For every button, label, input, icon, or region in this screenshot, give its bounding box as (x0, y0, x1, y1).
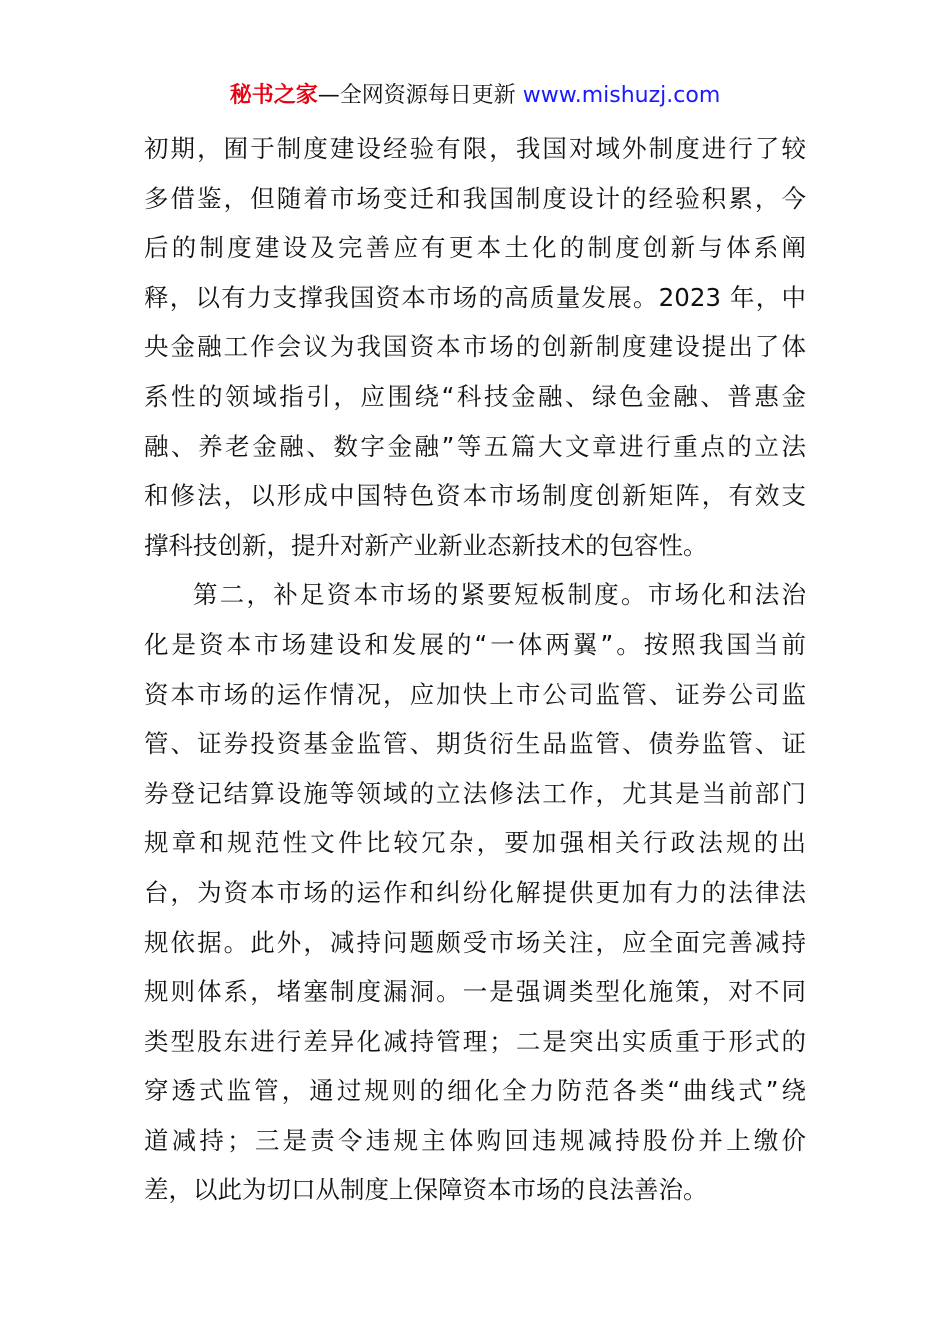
site-url[interactable]: www.mishuzj.com (522, 83, 721, 108)
text-line: 多借鉴，但随着市场变迁和我国制度设计的经验积累，今 (144, 183, 806, 213)
document-body (144, 124, 806, 1215)
text-line: 管、证券投资基金监管、期货衍生品监管、债券监管、证 (144, 729, 806, 759)
text-line: 释，以有力支撑我国资本市场的高质量发展。2023 年，中 (144, 282, 806, 312)
text-line: 初期，囿于制度建设经验有限，我国对域外制度进行了较 (144, 134, 806, 163)
text-line: 台，为资本市场的运作和纠纷化解提供更加有力的法律法 (144, 877, 806, 907)
page-header (0, 80, 950, 112)
text-line: 系性的领域指引，应围绕“科技金融、绿色金融、普惠金 (144, 381, 806, 411)
text-line: 规依据。此外，减持问题颇受市场关注，应全面完善减持 (144, 927, 806, 957)
text-line: 道减持；三是责令违规主体购回违规减持股份并上缴价 (144, 1125, 806, 1155)
text-line: 穿透式监管，通过规则的细化全力防范各类“曲线式”绕 (144, 1076, 806, 1106)
text-line: 资本市场的运作情况，应加快上市公司监管、证券公司监 (144, 679, 806, 709)
text-line: 规则体系，堵塞制度漏洞。一是强调类型化施策，对不同 (144, 977, 806, 1007)
text-line: 差，以此为切口从制度上保障资本市场的良法善治。 (144, 1175, 708, 1205)
text-line: 化是资本市场建设和发展的“一体两翼”。按照我国当前 (144, 629, 806, 659)
text-line: 规章和规范性文件比较冗杂，要加强相关行政法规的出 (144, 828, 806, 858)
brand-name: 秘书之家 (229, 83, 318, 108)
text-line: 后的制度建设及完善应有更本土化的制度创新与体系阐 (144, 233, 806, 263)
paragraph-first-line: 第二，补足资本市场的紧要短板制度。市场化和法治 (193, 580, 806, 610)
text-line: 央金融工作会议为我国资本市场的创新制度建设提出了体 (144, 332, 806, 362)
text-line: 撑科技创新，提升对新产业新业态新技术的包容性。 (144, 530, 708, 560)
text-line: 券登记结算设施等领域的立法修法工作，尤其是当前部门 (144, 778, 806, 808)
text-line: 融、养老金融、数字金融”等五篇大文章进行重点的立法 (144, 431, 806, 461)
header-tagline: —全网资源每日更新 (317, 83, 523, 108)
text-line: 和修法，以形成中国特色资本市场制度创新矩阵，有效支 (144, 481, 806, 511)
text-line: 类型股东进行差异化减持管理；二是突出实质重于形式的 (144, 1026, 806, 1056)
